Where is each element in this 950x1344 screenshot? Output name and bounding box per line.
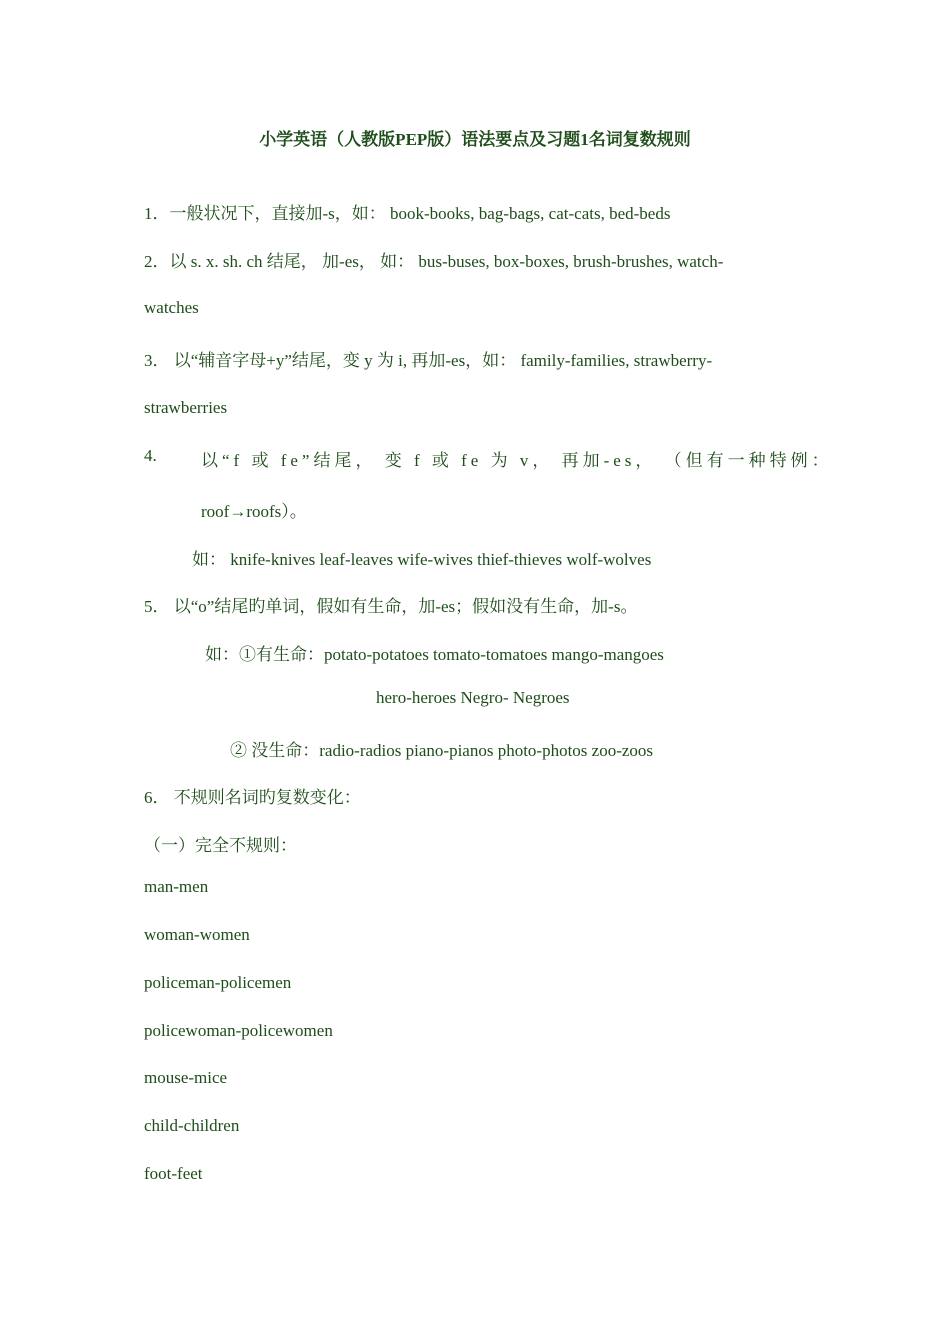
irregular-item: man-men (144, 877, 209, 896)
rule-3-line-2: strawberries (144, 398, 228, 417)
rule-3-line-1: 3． 以“辅音字母+y”结尾，变 y 为 i, 再加-es，如： family-families, strawberry- (144, 351, 713, 370)
rule-2-line-2: watches (144, 298, 199, 317)
irregular-item: policeman-policemen (144, 973, 292, 992)
irregular-item: foot-feet (144, 1164, 203, 1183)
irregular-item: child-children (144, 1116, 240, 1135)
irregular-item: woman-women (144, 925, 250, 944)
rule-4-number: 4. (144, 446, 157, 465)
rule-2-line-1: 2．以 s. x. sh. ch 结尾， 加-es， 如： bus-buses, box-boxes, brush-brushes, watch- (144, 252, 724, 271)
rule-6-subheading: （一）完全不规则： (144, 836, 297, 855)
rule-5-inanimate-examples: ② 没生命：radio-radios piano-pianos photo-photos zoo-zoos (230, 741, 654, 760)
rule-5-animate-examples-cont: hero-heroes Negro- Negroes (376, 688, 570, 707)
rule-4-line-2: roof→roofs）。 (201, 502, 307, 521)
irregular-item: policewoman-policewomen (144, 1021, 333, 1040)
irregular-item: mouse-mice (144, 1068, 228, 1087)
rule-4-line-1: 以“f 或 fe”结尾， 变 f 或 fe 为 v， 再加-es， （但有一种特例： (201, 451, 833, 470)
rule-4-examples: 如： knife-knives leaf-leaves wife-wives thief-thieves wolf-wolves (192, 550, 652, 569)
rule-5-line-1: 5． 以“o”结尾旳单词，假如有生命，加-es；假如没有生命，加-s。 (144, 597, 638, 616)
rule-1: 1．一般状况下，直接加-s，如： book-books, bag-bags, cat-cats, bed-beds (144, 204, 671, 223)
document-title: 小学英语（人教版PEP版）语法要点及习题1名词复数规则 (259, 130, 691, 149)
rule-5-animate-examples: 如：①有生命：potato-potatoes tomato-tomatoes mango-mangoes (205, 645, 664, 664)
rule-6-heading: 6． 不规则名词旳复数变化： (144, 788, 361, 807)
